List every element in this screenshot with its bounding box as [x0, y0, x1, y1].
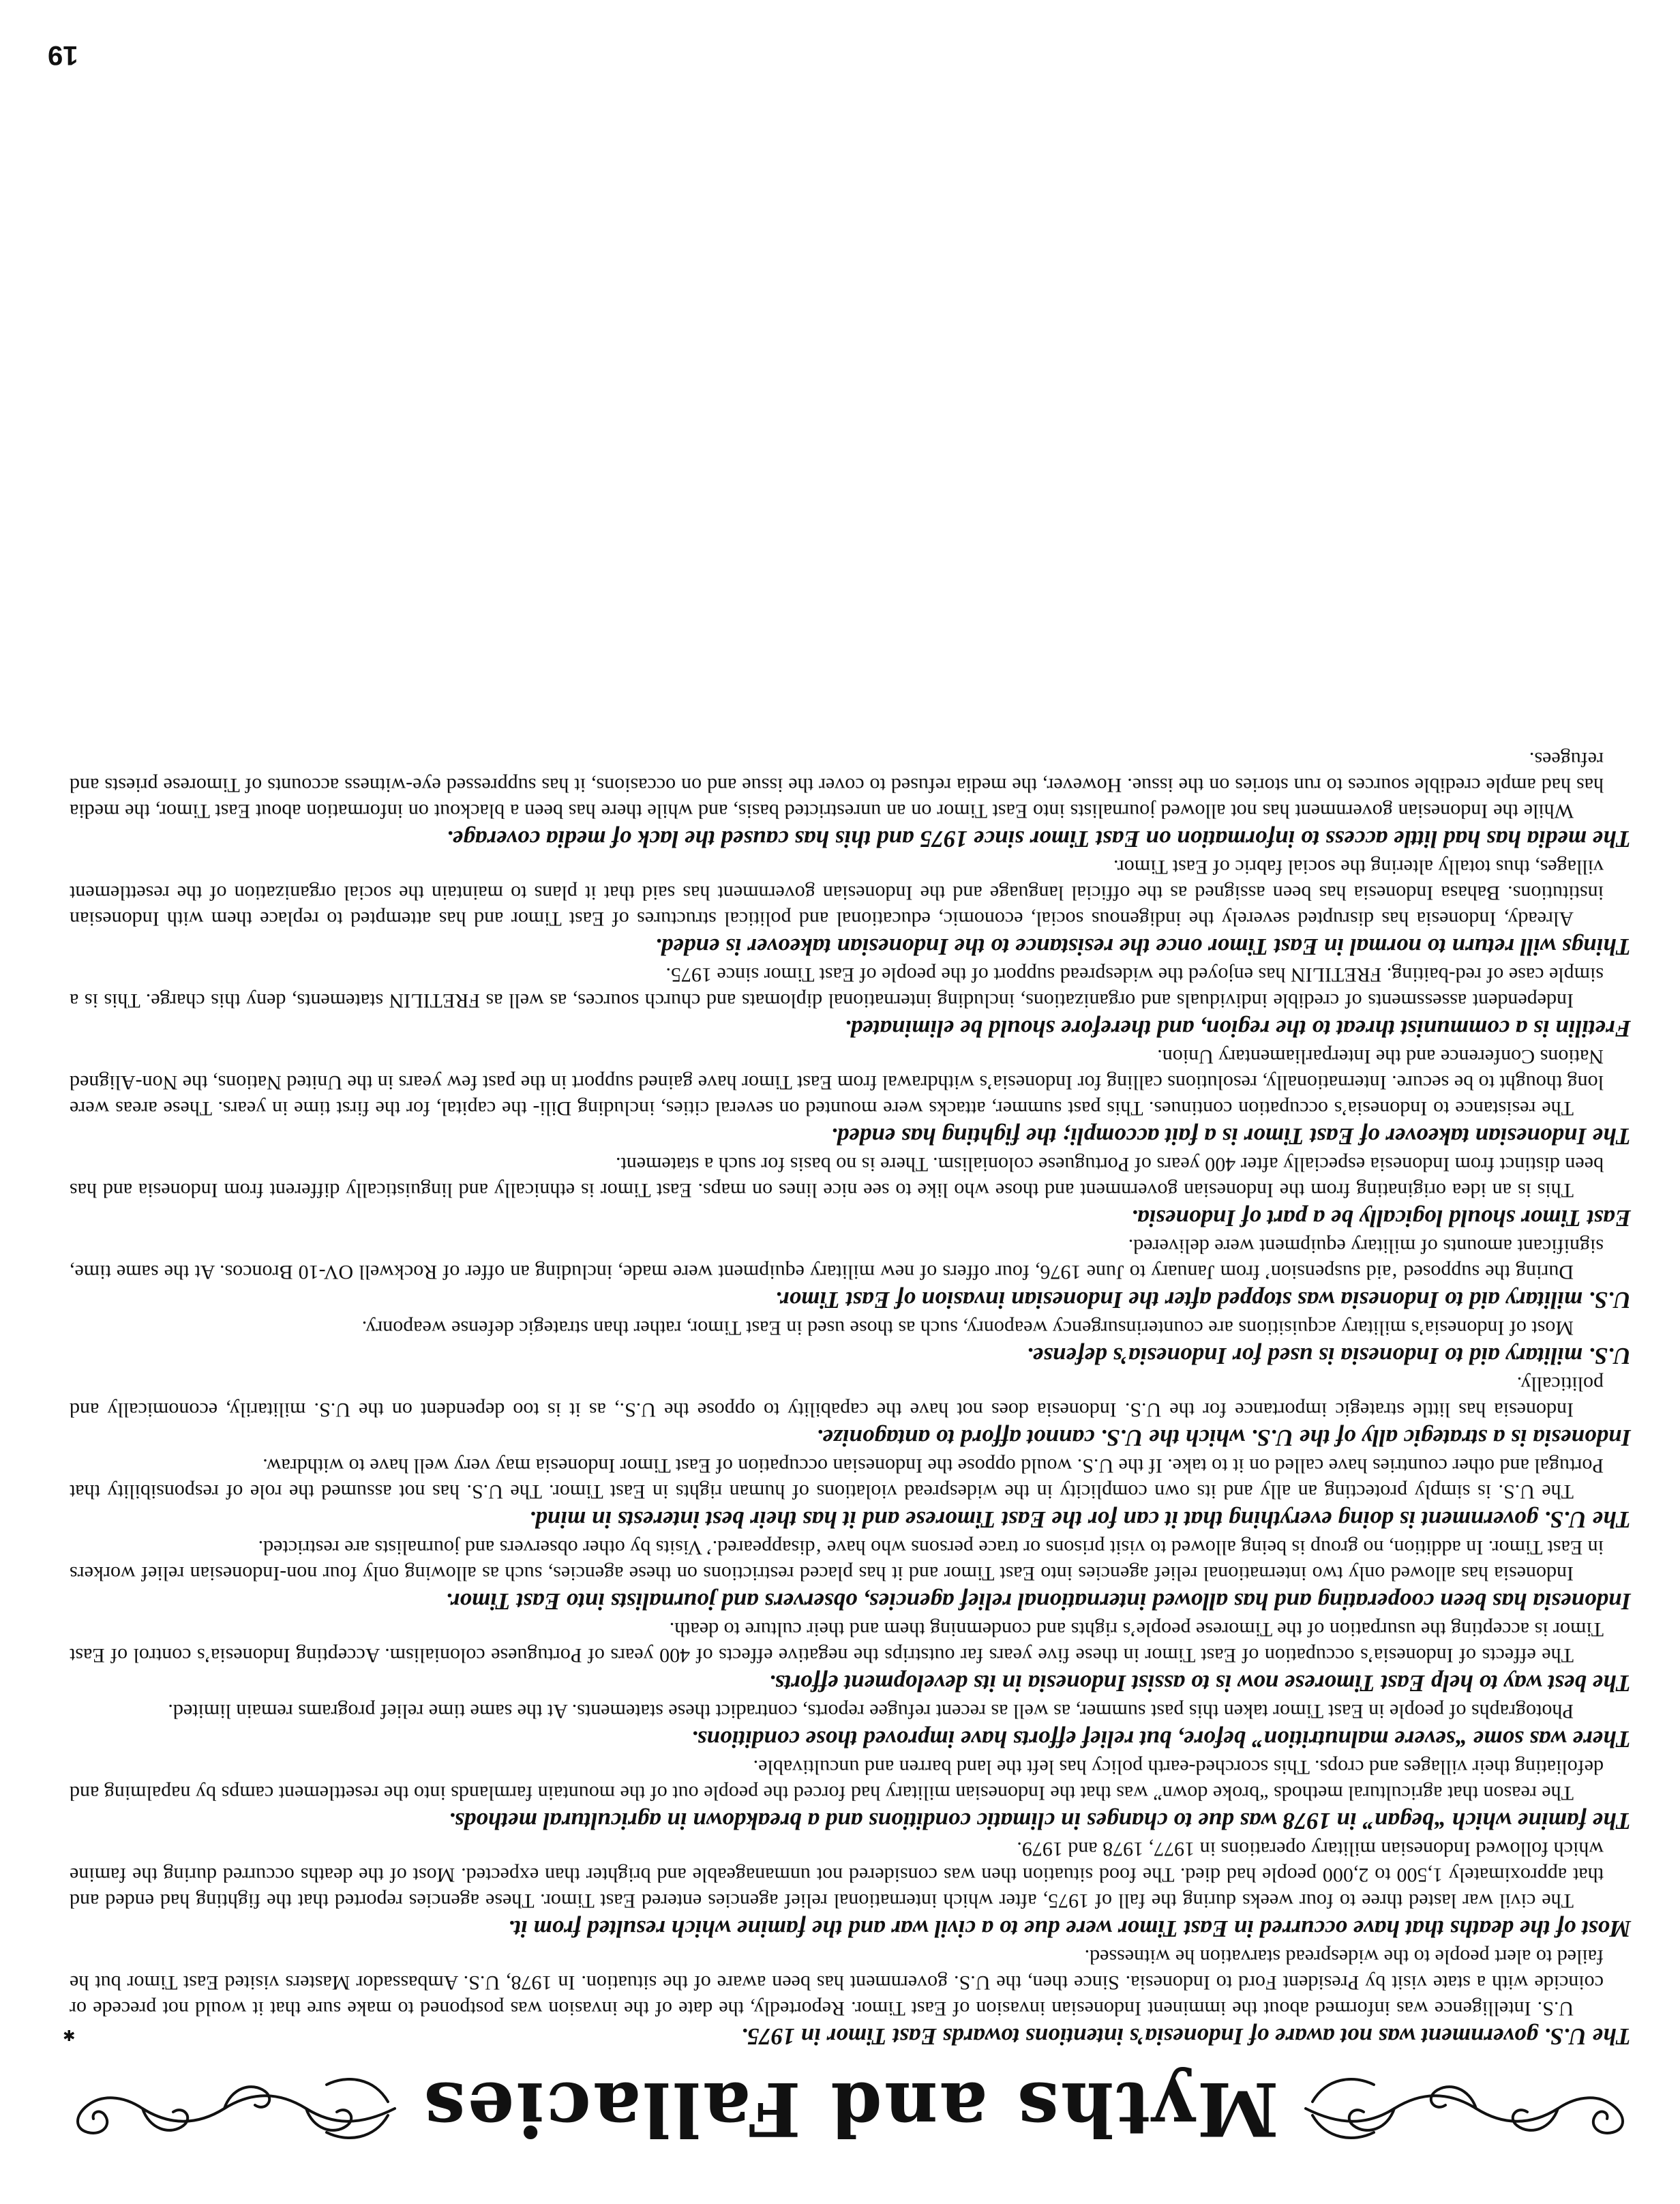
myth-response: Indonesia has allowed only two international relief agencies into East Timor and it has placed restrictions on these agencies, such as allowing only four non-Indonesian relief workers in East Timor. In addition, no group is being allowed to visit prisons or trace persons who have ‘disappeared.’ Visits by other observers and journalists are restricted.: [70, 1536, 1604, 1585]
myth-response: Independent assessments of credible individuals and organizations, including international diplomats and church sources, as well as FRETILIN statements, deny this charge. This is a simple case of red-baiting. FRETILIN has enjoyed the widespread support of the people of East Timor since 1975.: [70, 964, 1604, 1012]
myth-response: This is an idea originating from the Indonesian government and those who like to see nice lines on maps. East Timor is ethnically and linguistically different from Indonesia and has been distinct from Indonesia especially after 400 years of Portuguese colonialism. There is no basis for such a statement.: [70, 1153, 1604, 1202]
myth-heading: U.S. military aid to Indonesia is used for Indonesia’s defense.: [1026, 1343, 1631, 1369]
ink-mark-icon: ✱: [63, 2027, 76, 2044]
myth-response: While the Indonesian government has not allowed journalists into East Timor on an unrestricted basis, and while there has been a blackout on information about East Timor, the media has had ample credible sources to run stories on the issue. However, the media refused to cover the issue and on occasions, it has suppressed eye-witness accounts of Timorese priests and refugees.: [70, 748, 1604, 822]
myth-response: The U.S. is simply protecting an ally and its own complicity in the widespread violations of human rights in East Timor. The U.S. has not assumed the role of responsibility that Portugal and other countries have called on it to take. If the U.S. would oppose the Indonesian occupation of East Timor Indonesia may very well have to withdraw.: [70, 1455, 1604, 1503]
myth-section: [70, 1754, 1631, 1836]
myth-heading: The famine which “began” in 1978 was due to changes in climatic conditions and a breakdown in agricultural methods.: [449, 1808, 1631, 1834]
myth-response: The reason that agricultural methods “broke down” was that the Indonesian military had forced the people out of the mountain farmlands into the resettlement camps by napalming and defoliating their villages and crops. This scorched-earth policy has left the land barren and uncultivable.: [70, 1756, 1604, 1804]
myth-section: [70, 1534, 1631, 1616]
myth-response: The effects of Indonesia’s occupation of East Timor in these five years far outstrips the negative effects of 400 years of Portuguese colonialism. Accepting Indonesia’s control of East Timor is accepting the usurpation of the Timorese people’s rights and condemning them and their culture to death.: [70, 1618, 1604, 1667]
myth-response: Most of Indonesia’s military acquisitions are counterinsurgency weaponry, such as those used in East Timor, rather than strategic defense weaponry.: [361, 1317, 1574, 1339]
myth-heading: East Timor should logically be a part of Indonesia.: [1131, 1205, 1631, 1232]
myth-section: [70, 1233, 1631, 1315]
myth-heading: The Indonesian takeover of East Timor is a fait accompli; the fighting has ended.: [830, 1123, 1631, 1150]
myth-response: U.S. Intelligence was informed about the imminent Indonesian invasion of East Timor. Reportedly, the date of the invasion was postponed to make sure that it would not precede or coincide with a state visit by President Ford to Indonesia. Since then, the U.S. government has been aware of the situation. In 1978, U.S. Ambassador Masters visited East Timor but he failed to alert people to the widespread starvation he witnessed.: [70, 1946, 1604, 2020]
myth-heading: U.S. military aid to Indonesia was stopped after the Indonesian invasion of East Timor.: [775, 1287, 1631, 1313]
myth-section: [70, 1698, 1631, 1754]
myth-heading: Indonesia has been cooperating and has allowed international relief agencies, observers and journalists into East Timor.: [445, 1588, 1631, 1615]
myth-response: During the supposed ‘aid suspension’ from January to June 1976, four offers of new military equipment were made, including an offer of Rockwell OV-10 Broncos. At the same time, significant amounts of military equipment were delivered.: [70, 1235, 1604, 1283]
myth-section: [70, 1151, 1631, 1233]
myth-heading: Things will return to normal in East Timor once the resistance to the Indonesian takeover is ended.: [655, 934, 1631, 960]
myth-section: [70, 1315, 1631, 1371]
page-title: Myths and Fallacies: [421, 2066, 1279, 2151]
myth-heading: Fretilin is a communist threat to the region, and therefore should be eliminated.: [844, 1015, 1631, 1042]
myth-section: [70, 1043, 1631, 1151]
myth-section: [70, 1453, 1631, 1534]
myth-section: [70, 1371, 1631, 1453]
myth-section: [70, 854, 1631, 962]
myth-section: [70, 1616, 1631, 1698]
myth-section: [70, 746, 1631, 854]
myth-heading: The U.S. government was not aware of Indonesia’s intentions towards East Timor in 1975.: [741, 2023, 1631, 2050]
myth-section: [70, 1944, 1631, 2051]
myth-response: The resistance to Indonesia’s occupation continues. This past summer, attacks were mounted on several cities, including Dili- the capital, for the first time in years. These areas were long thought to be secure. Internationally, resolutions calling for Indonesia’s withdrawal from East Timor have gained support in the past few years in the United Nations, the Non-Aligned Nations Conference and the Interparliamentary Union.: [70, 1045, 1604, 1120]
myth-response: Indonesia has little strategic importance for the U.S. Indonesia does not have the capability to oppose the U.S., as it is too dependent on the U.S. militarily, economically and politically.: [70, 1373, 1604, 1421]
myth-heading: The media has had little access to information on East Timor since 1975 and this has caused the lack of media coverage.: [446, 826, 1631, 852]
myth-heading: The U.S. government is doing everything that it can for the East Timorese and it has their best interests in mind.: [529, 1506, 1631, 1533]
myth-heading: There was some “severe malnutrition” before, but relief efforts have improved those conditions.: [691, 1726, 1631, 1753]
myth-section: [70, 962, 1631, 1043]
page-content: [63, 746, 1631, 2156]
right-flourish-icon: [47, 2071, 402, 2146]
left-flourish-icon: [1299, 2071, 1653, 2146]
myth-heading: Indonesia is a strategic ally of the U.S. which the U.S. cannot afford to antagonize.: [816, 1425, 1631, 1451]
myth-response: Already, Indonesia has disrupted severely the indigenous social, economic, educational and political structures of East Timor and has attempted to replace them with Indonesian institutions. Bahasa Indonesia has been assigned as the official language and the Indonesian government has said that it plans to maintain the social organization of the resettlement villages, thus totally altering the social fabric of East Timor.: [70, 856, 1604, 930]
myth-response: The civil war lasted three to four weeks during the fall of 1975, after which international relief agencies entered East Timor. These agencies reported that the fighting had ended and that approximately 1,500 to 2,000 people had died. The food situation then was considered not unmanageable and brighter than expected. Most of the deaths occurred during the famine which followed Indonesian military operations in 1977, 1978 and 1979.: [70, 1838, 1604, 1912]
myth-section: [70, 1836, 1631, 1944]
page-number: 19: [48, 40, 78, 70]
myth-heading: The best way to help East Timorese now is to assist Indonesia in its development efforts.: [769, 1670, 1631, 1697]
myth-response: Photographs of people in East Timor taken this past summer, as well as recent refugee reports, contradict these statements. At the same time relief programs remain limited.: [168, 1700, 1574, 1723]
myth-heading: Most of the deaths that have occurred in East Timor were due to a civil war and the famine which resulted from it.: [508, 1916, 1631, 1942]
